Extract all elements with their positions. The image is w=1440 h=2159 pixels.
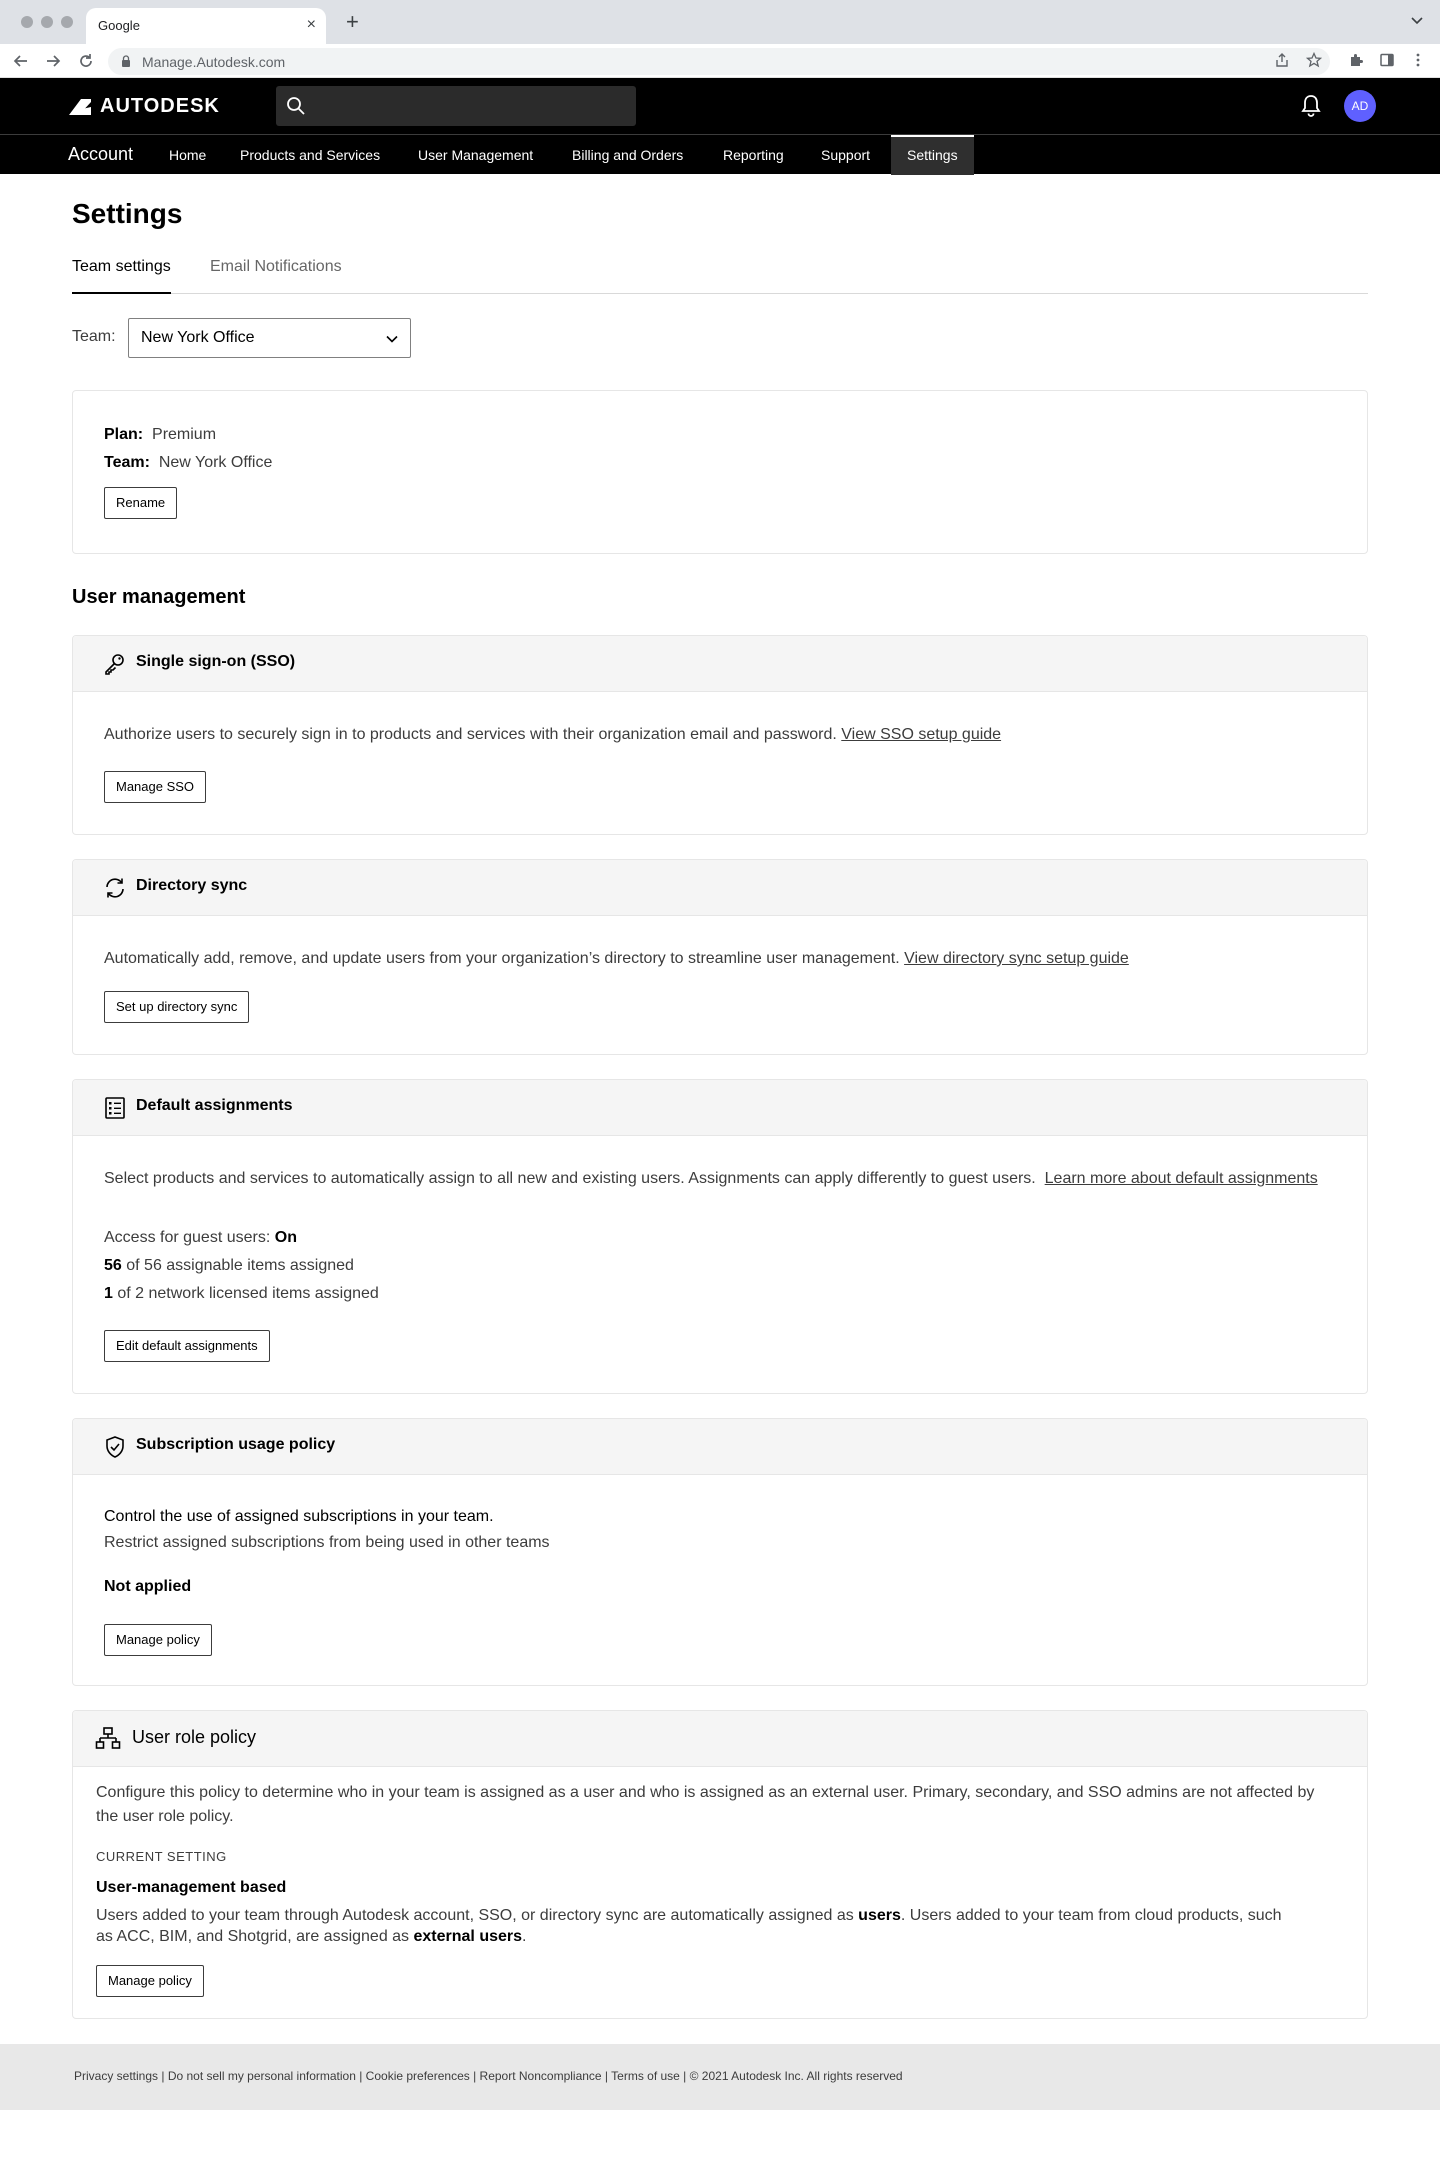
- bookmark-star-icon[interactable]: [1306, 52, 1322, 68]
- sso-title: Single sign-on (SSO): [136, 653, 296, 670]
- chevron-down-icon: [384, 331, 400, 347]
- new-tab-icon[interactable]: +: [346, 9, 359, 34]
- user-role-policy-description: Configure this policy to determine who in your team is assigned as a user and who is assigned as an external user. Primary, secondary, and SSO admins are not affected by the user role policy.: [96, 1784, 1315, 1825]
- default-assignments-card: [72, 1079, 1368, 1394]
- tab-team-settings[interactable]: Team settings: [72, 258, 171, 294]
- subscription-policy-status: Not applied: [104, 1578, 192, 1595]
- subscription-policy-title: Subscription usage policy: [136, 1436, 336, 1453]
- user-avatar[interactable]: AD: [1344, 90, 1376, 122]
- team-row-value: New York Office: [158, 454, 273, 471]
- directory-sync-title: Directory sync: [136, 877, 248, 894]
- default-assignments-learn-more-link[interactable]: Learn more about default assignments: [1044, 1170, 1318, 1187]
- user-management-heading: User management: [72, 586, 246, 608]
- page-footer: [0, 2044, 1440, 2110]
- browser-menu-icon[interactable]: [1410, 52, 1426, 68]
- guest-access-value: On: [274, 1229, 297, 1246]
- address-bar[interactable]: [108, 48, 1330, 75]
- key-icon: [103, 652, 127, 676]
- plan-card: [72, 390, 1368, 554]
- sync-icon: [103, 876, 127, 900]
- nav-item-billing-and-orders[interactable]: Billing and Orders: [572, 147, 684, 163]
- edit-default-assignments-button[interactable]: Edit default assignments: [104, 1330, 270, 1362]
- subscription-policy-card: [72, 1418, 1368, 1686]
- page-title: Settings: [72, 198, 183, 229]
- current-setting-value: User-management based: [96, 1879, 287, 1896]
- sso-setup-guide-link[interactable]: View SSO setup guide: [841, 726, 1002, 743]
- window-close-dot[interactable]: [21, 16, 33, 28]
- browser-tabstrip: [0, 0, 1440, 44]
- team-select[interactable]: [128, 318, 411, 358]
- subscription-policy-line2: Restrict assigned subscriptions from being used in other teams: [104, 1534, 550, 1551]
- network-items-row: [104, 1282, 379, 1306]
- manage-sso-button[interactable]: Manage SSO: [104, 771, 206, 803]
- checklist-icon: [103, 1096, 127, 1120]
- user-role-detail-bold1: users: [858, 1907, 901, 1924]
- lock-icon: [121, 55, 131, 68]
- nav-item-home[interactable]: Home: [169, 147, 207, 163]
- account-nav-brand[interactable]: Account: [68, 144, 134, 164]
- browser-tab[interactable]: [86, 8, 326, 44]
- brand-name: AUTODESK: [100, 95, 220, 117]
- browser-tab-title: Google: [98, 18, 140, 33]
- nav-item-reporting[interactable]: Reporting: [723, 147, 784, 163]
- user-role-policy-card: [72, 1710, 1368, 2019]
- guest-access-label: Access for guest users:: [104, 1229, 271, 1246]
- site-header: [0, 78, 1440, 134]
- user-role-policy-title: User role policy: [132, 1727, 257, 1747]
- set-up-directory-sync-button[interactable]: Set up directory sync: [104, 991, 249, 1023]
- window-minimize-dot[interactable]: [41, 16, 53, 28]
- forward-arrow-icon[interactable]: [44, 52, 62, 70]
- default-assignments-description-row: [104, 1167, 1344, 1191]
- assignable-items-row: [104, 1254, 354, 1278]
- directory-sync-description-row: [104, 947, 1344, 971]
- manage-user-role-policy-button[interactable]: Manage policy: [96, 1965, 204, 1997]
- plan-row: [104, 423, 216, 447]
- team-row-label: Team:: [104, 454, 150, 471]
- nav-item-user-management[interactable]: User Management: [418, 147, 534, 163]
- subscription-policy-card-header: [73, 1419, 1367, 1475]
- network-text: of 2 network licensed items assigned: [117, 1285, 379, 1302]
- reload-icon[interactable]: [77, 52, 95, 70]
- assignable-count: 56: [104, 1257, 122, 1274]
- user-role-detail-bold2: external users: [413, 1928, 523, 1945]
- subscription-policy-line1: Control the use of assigned subscriptions in your team.: [104, 1508, 494, 1525]
- search-icon: [286, 96, 306, 116]
- rename-button[interactable]: Rename: [104, 487, 177, 519]
- assignable-text: of 56 assignable items assigned: [126, 1257, 354, 1274]
- global-search-input[interactable]: [276, 86, 636, 126]
- extensions-puzzle-icon[interactable]: [1348, 52, 1364, 68]
- share-icon[interactable]: [1274, 52, 1290, 68]
- user-role-detail-part2: . Users added to your team from cloud products, such as ACC, BIM, and Shotgrid, are assigned as: [96, 1907, 1282, 1945]
- nav-item-settings[interactable]: Settings: [891, 135, 974, 175]
- autodesk-logo-mark-icon: [68, 98, 92, 116]
- current-setting-label: CURRENT SETTING: [96, 1849, 227, 1864]
- browser-toolbar: [0, 44, 1440, 78]
- team-row: [104, 451, 272, 475]
- user-role-policy-detail: [96, 1905, 1296, 1947]
- settings-tabs: [72, 258, 1368, 294]
- user-role-detail-part3: .: [522, 1928, 527, 1945]
- window-zoom-dot[interactable]: [61, 16, 73, 28]
- default-assignments-description: Select products and services to automatically assign to all new and existing users. Assignments can apply differently to guest users.: [104, 1170, 1036, 1187]
- directory-sync-card-header: [73, 860, 1367, 916]
- nav-item-support[interactable]: Support: [821, 147, 871, 163]
- footer-links[interactable]: Privacy settings | Do not sell my personal information | Cookie preferences | Report Noncompliance | Terms of use | © 2021 Autodesk Inc. All rights reserved: [74, 2069, 903, 2083]
- autodesk-logo[interactable]: [68, 95, 220, 118]
- tab-close-icon[interactable]: ×: [306, 16, 316, 33]
- network-count: 1: [104, 1285, 113, 1302]
- sso-card: [72, 635, 1368, 835]
- side-panel-icon[interactable]: [1379, 52, 1395, 68]
- org-chart-icon: [95, 1726, 121, 1752]
- tab-email-notifications[interactable]: Email Notifications: [210, 258, 342, 275]
- notification-bell-icon[interactable]: [1300, 94, 1322, 118]
- url-text: Manage.Autodesk.com: [142, 54, 286, 70]
- default-assignments-card-header: [73, 1080, 1367, 1136]
- manage-subscription-policy-button[interactable]: Manage policy: [104, 1624, 212, 1656]
- user-role-detail-part1: Users added to your team through Autodesk account, SSO, or directory sync are automatically assigned as: [96, 1907, 859, 1924]
- default-assignments-title: Default assignments: [136, 1097, 293, 1114]
- back-arrow-icon[interactable]: [12, 52, 30, 70]
- sso-description: Authorize users to securely sign in to products and services with their organization email and password.: [104, 726, 837, 743]
- sso-description-row: [104, 723, 1344, 747]
- plan-label: Plan:: [104, 426, 144, 443]
- shield-check-icon: [103, 1435, 127, 1459]
- sso-card-header: [73, 636, 1367, 692]
- nav-item-products-and-services[interactable]: Products and Services: [240, 147, 381, 163]
- guest-access-row: [104, 1226, 297, 1250]
- directory-sync-card: [72, 859, 1368, 1055]
- account-nav: [0, 134, 1440, 174]
- tab-search-chevron-icon[interactable]: [1410, 14, 1424, 28]
- directory-sync-guide-link[interactable]: View directory sync setup guide: [904, 950, 1129, 967]
- directory-sync-description: Automatically add, remove, and update users from your organization’s directory to streamline user management.: [104, 950, 900, 967]
- team-select-label: Team:: [72, 328, 116, 345]
- plan-value: Premium: [152, 426, 217, 443]
- user-role-policy-card-header: [73, 1711, 1367, 1767]
- team-select-value: New York Office: [141, 329, 255, 346]
